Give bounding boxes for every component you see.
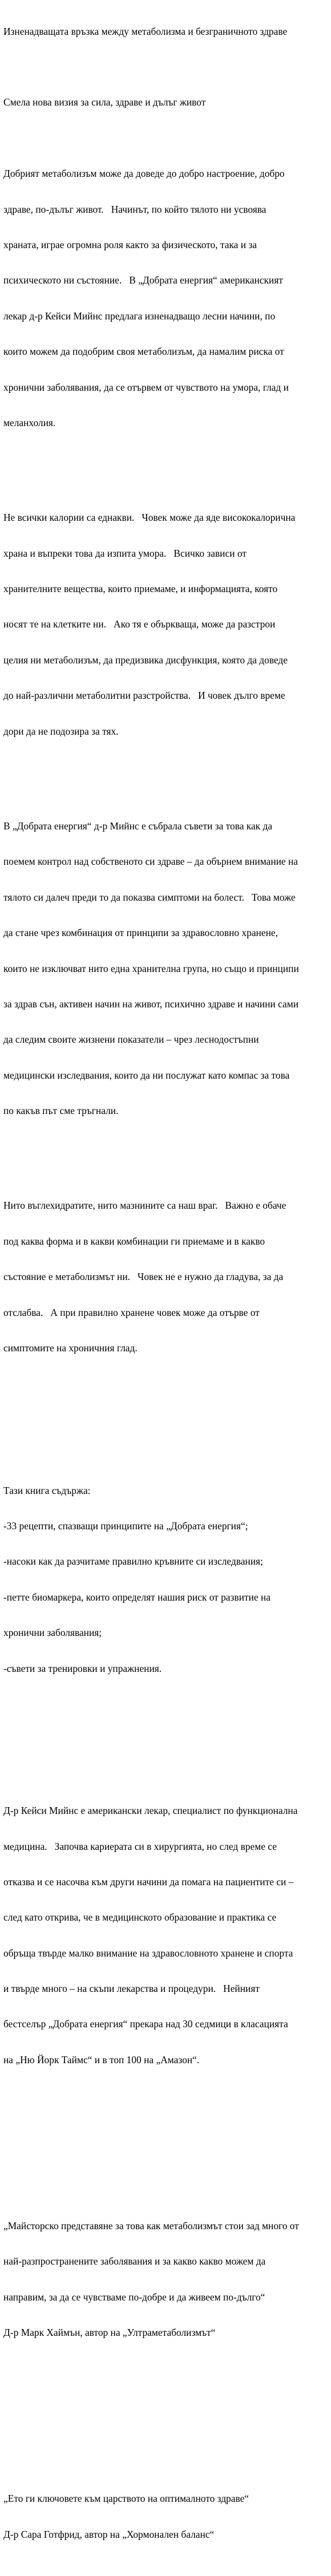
spacer [3,1733,328,1745]
calories-paragraph [3,488,328,761]
quote-attribution: Д-р Марк Хаймън, автор на „Ултраметаболизмът“ [3,2327,216,2339]
spacer [3,1413,328,1425]
author-bio [3,1781,328,2090]
paragraph-line: лекар д-р Кейси Мийнс предлага изненадващо лесни начини, по [3,310,276,322]
paragraph-line: отслабва. А при правилно хранене човек може да отърве от [3,1306,260,1318]
paragraph-line: храна и въпреки това да изпита умора. Всичко зависи от [3,547,247,559]
paragraph-line: психическото ни състояние. В „Добрата енергия“ американският [3,274,283,286]
paragraph-line: отказва и се насочва към други начини да помага на пациентите си – [3,1876,294,1888]
spacer [3,61,328,73]
paragraph-line: след като открива, че в медицинското образование и практика се [3,1911,277,1923]
paragraph-line: под каква форма и в какви комбинации ги приемаме и в какво [3,1235,265,1247]
intro-paragraph [3,144,328,453]
paragraph-line: хранителните вещества, които приемаме, и информацията, която [3,583,278,595]
paragraph-line: храната, играе огромна роля както за физическото, така и за [3,238,257,250]
paragraph-line: В „Добрата енергия“ д-р Мийнс е събрала съвети за това как да [3,820,273,832]
list-item: хронични заболявания; [3,1627,102,1639]
spacer [3,2125,328,2161]
document-subtitle: Смела нова визия за сила, здраве и дълъг живот [3,96,206,108]
paragraph-line: тялото си далеч преди то да показва симптоми на болест. Това може [3,891,296,903]
spacer [3,2398,328,2433]
paragraph-line: по какъв път сме тръгнали. [3,1105,119,1117]
list-item: -петте биомаркера, които определят нашия риск от развитие на [3,1591,271,1603]
paragraph-line: хронични заболявания, да се отървем от чувството на умора, глад и [3,381,289,393]
paragraph-line: които можем да подобрим своя метаболизъм, да намалим риска от [3,346,284,358]
list-item: -33 рецепти, спазващи принципите на „Добрата енергия“; [3,1520,248,1532]
paragraph-line: и твърде много – на скъпи лекарства и процедури. Нейният [3,1983,260,1995]
list-item: -съвети за тренировки и упражнения. [3,1662,162,1674]
quote-line: направим, за да се чувстваме по-добре и да живеем по-дълго“ [3,2291,265,2303]
list-item: -насоки как да разчитаме правилно кръвните си изследвания; [3,1556,263,1568]
paragraph-line: Д-р Кейси Мийнс е американски лекар, специалист по функционална [3,1805,298,1817]
carbs-paragraph [3,1176,328,1378]
paragraph-line: медицина. Започва кариерата си в хирургията, но след време се [3,1840,277,1852]
paragraph-line: бестселър „Добрата енергия“ прекара над 30 седмици в класацията [3,2018,288,2030]
document-title: Изненадващата връзка между метаболизма и безграничното здраве [3,25,288,37]
advice-paragraph [3,796,328,1140]
quote-hyman [3,2196,328,2362]
quote-line: „Майсторско представяне за това как метаболизмът стои зад много от [3,2220,299,2232]
quote-line: най-разпространените заболявания и за какво какво можем да [3,2255,266,2267]
paragraph-line: до най-различни метаболитни разстройства. И човек дълго време [3,690,285,702]
contents-heading: Тази книга съдържа: [3,1484,91,1496]
paragraph-line: които не изключват нито една хранителна група, но също и принципи [3,962,299,974]
quote-attribution: Д-р Сара Готфрид, автор на „Хормонален баланс“ [3,2528,215,2540]
paragraph-line: да стане чрез комбинация от принципи за здравословно хранене, [3,927,278,939]
paragraph-line: Добрият метаболизъм може да доведе до добро настроение, добро [3,168,285,180]
quote-line: „Ето ги ключовете към царството на оптималното здраве“ [3,2493,249,2505]
paragraph-line: симптомите на хроничния глад. [3,1342,138,1354]
paragraph-line: за здрав сън, активен начин на живот, психично здраве и начини сами [3,998,299,1010]
paragraph-line: обръща твърде малко внимание на здравословното хранене и спорта [3,1947,293,1959]
paragraph-line: целия ни метаболизъм, да предизвика дисфункция, която да доведе [3,654,288,666]
paragraph-line: носят те на клетките ни. Ако тя е объркваща, може да разстрои [3,618,276,630]
paragraph-line: на „Ню Йорк Таймс“ и в топ 100 на „Амазон“. [3,2053,200,2065]
paragraph-line: Не всички калории са еднакви. Човек може да яде висококалорична [3,512,296,524]
quote-gottfried [3,2469,328,2564]
paragraph-line: дори да не подозира за тях. [3,725,119,737]
paragraph-line: Нито въглехидратите, нито мазнините са наш враг. Важно е обаче [3,1200,286,1212]
paragraph-line: поемем контрол над собственото си здраве – да обърнем внимание на [3,856,298,868]
paragraph-line: състояние е метаболизмът ни. Човек не е нужно да гладува, за да [3,1271,284,1283]
paragraph-line: да следим своите жизнени показатели – чрез леснодостъпни [3,1034,259,1046]
paragraph-line: меланхолия. [3,416,56,428]
contents-list [3,1461,328,1698]
paragraph-line: медицински изследвания, които да ни послужат като компас за това [3,1069,290,1081]
paragraph-line: здраве, по-дълъг живот. Начинът, по който тялото ни усвоява [3,203,267,215]
